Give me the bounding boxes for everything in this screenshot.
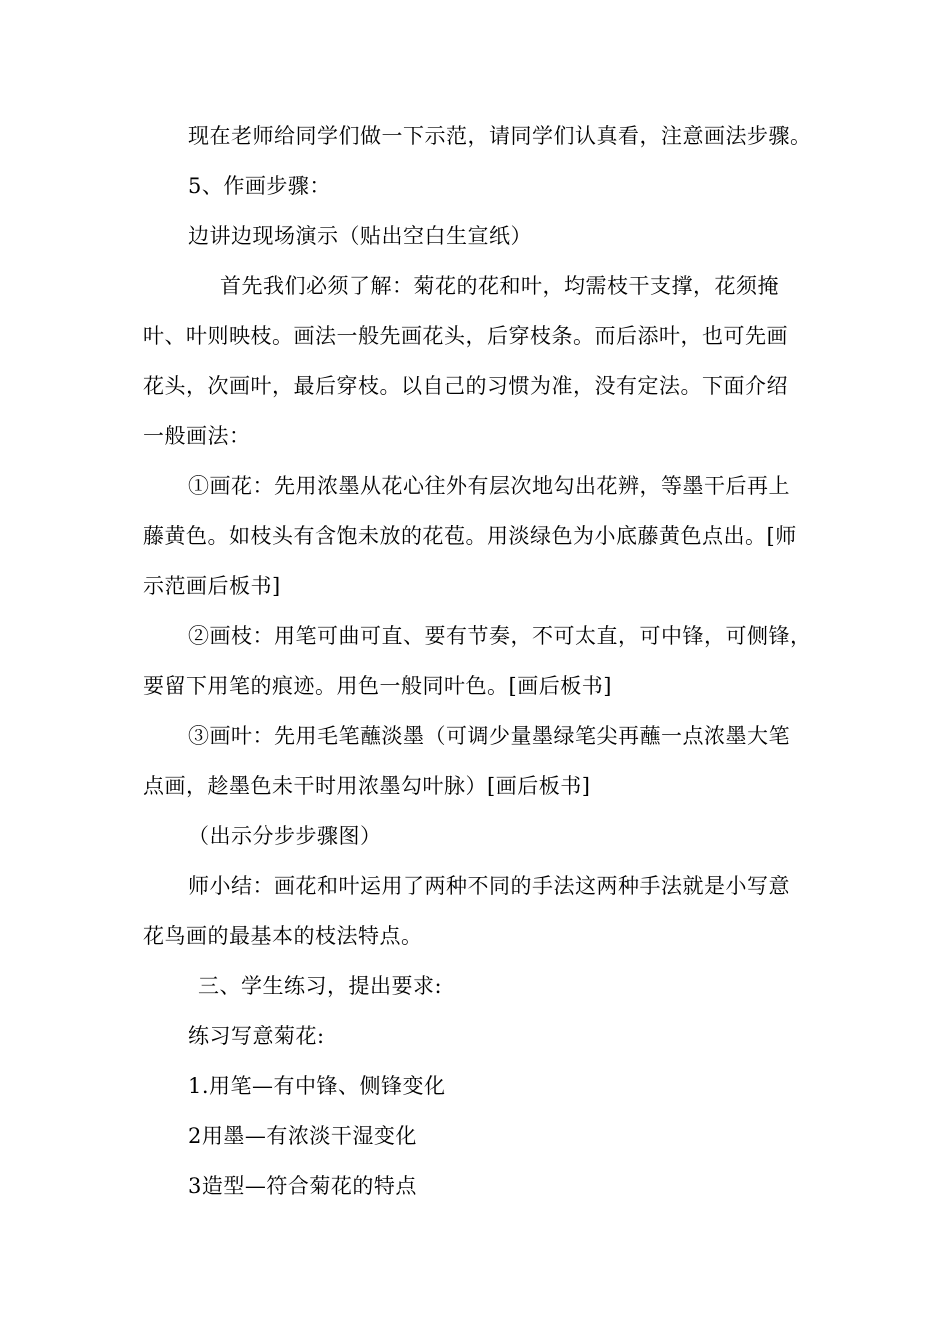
text-line: 师小结：画花和叶运用了两种不同的手法这两种手法就是小写意 [188, 874, 790, 898]
text-line: ②画枝：用笔可曲可直、要有节奏，不可太直，可中锋，可侧锋， [188, 624, 812, 648]
text-line: 现在老师给同学们做一下示范，请同学们认真看，注意画法步骤。 [188, 124, 812, 148]
text-line: 边讲边现场演示（贴出空白生宣纸） [188, 224, 532, 248]
text-line: 首先我们必须了解：菊花的花和叶，均需枝干支撑，花须掩 [220, 274, 779, 298]
text-line: 一般画法： [143, 424, 251, 448]
text-line: ①画花：先用浓墨从花心往外有层次地勾出花辨，等墨干后再上 [188, 474, 790, 498]
list-item: 3造型—符合菊花的特点 [188, 1174, 417, 1198]
text-line: 花鸟画的最基本的枝法特点。 [143, 924, 423, 948]
list-item: 2用墨—有浓淡干湿变化 [188, 1124, 417, 1148]
text-line: ③画叶：先用毛笔蘸淡墨（可调少量墨绿笔尖再蘸一点浓墨大笔 [188, 724, 790, 748]
list-item: 1.用笔—有中锋、侧锋变化 [188, 1074, 446, 1098]
text-line: 要留下用笔的痕迹。用色一般同叶色。[画后板书] [143, 674, 612, 698]
text-line: 点画，趁墨色未干时用浓墨勾叶脉）[画后板书] [143, 774, 591, 798]
text-line: （出示分步步骤图） [188, 824, 382, 848]
text-line: 叶、叶则映枝。画法一般先画花头，后穿枝条。而后添叶，也可先画 [143, 324, 788, 348]
text-line: 5、作画步骤： [188, 174, 331, 198]
text-line: 练习写意菊花: [188, 1024, 325, 1048]
text-line: 花头，次画叶，最后穿枝。以自己的习惯为准，没有定法。下面介绍 [143, 374, 788, 398]
section-heading: 三、学生练习，提出要求: [198, 974, 443, 998]
text-line: 示范画后板书] [143, 574, 281, 598]
text-line: 藤黄色。如枝头有含饱未放的花苞。用淡绿色为小底藤黄色点出。[师 [143, 524, 797, 548]
